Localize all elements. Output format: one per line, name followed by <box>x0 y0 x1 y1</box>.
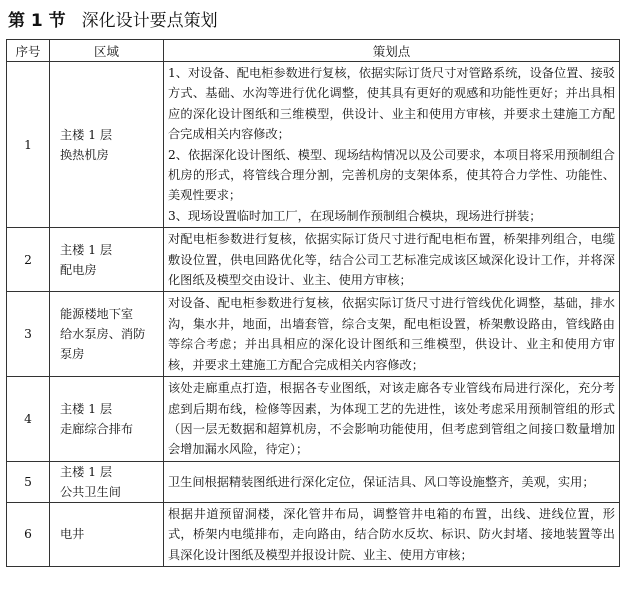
plan-paragraph: 卫生间根据精装图纸进行深化定位，保证洁具、风口等设施整齐，美观，实用； <box>168 474 595 489</box>
section-number: 第 1 节 <box>8 10 66 31</box>
row-plan <box>164 502 620 566</box>
area-line: 主楼 1 层 <box>60 464 113 479</box>
row-number: 6 <box>7 502 50 566</box>
plan-paragraph: 2、依据深化设计图纸、模型、现场结构情况以及公司要求，本项目将采用预制组合机房的形式，将管线合理分割，完善机房的支架体系，使其符合力学性、功能性、美观性要求； <box>168 147 615 203</box>
header-no: 序号 <box>7 40 50 62</box>
table-row <box>7 461 620 502</box>
row-plan <box>164 461 620 502</box>
section-heading <box>8 4 218 32</box>
planning-table <box>6 39 620 567</box>
header-plan: 策划点 <box>164 40 620 62</box>
plan-paragraph: 对设备、配电柜参数进行复核，依据实际订货尺寸进行管线优化调整，基础，排水沟，集水井，地面，出墙套管，综合支架，配电柜设置，桥架敷设路由，管线路由等综合考虑；并出具相应的深化设计图纸和三维模型，供设计、业主和使用方审核，并要求土建施工方配合完成相关内容修改； <box>168 296 615 372</box>
row-area <box>50 228 164 292</box>
row-plan <box>164 377 620 462</box>
table-row <box>7 292 620 377</box>
row-number: 1 <box>7 62 50 228</box>
area-line: 给水泵房、消防 <box>60 327 146 342</box>
row-number: 4 <box>7 377 50 462</box>
plan-paragraph: 该处走廊重点打造，根据各专业图纸，对该走廊各专业管线布局进行深化，充分考虑到后期布线，检修等因素，为体现工艺的先进性，该处考虑采用预制管组的形式（因一层无数据和超算机房，不会影响功能使用，但考虑到管组之间接口数量增加会增加漏水风险，待定）； <box>168 381 615 457</box>
area-line: 配电房 <box>60 262 97 277</box>
row-number: 2 <box>7 228 50 292</box>
area-line: 公共卫生间 <box>60 484 121 499</box>
row-plan <box>164 292 620 377</box>
plan-paragraph: 3、现场设置临时加工厂，在现场制作预制组合模块，现场进行拼装； <box>168 208 542 223</box>
row-number: 3 <box>7 292 50 377</box>
area-line: 换热机房 <box>60 147 109 162</box>
area-line: 泵房 <box>60 347 85 362</box>
table-row <box>7 502 620 566</box>
table-header-row <box>7 40 620 62</box>
row-plan <box>164 228 620 292</box>
table-row <box>7 62 620 228</box>
row-area <box>50 62 164 228</box>
row-area <box>50 292 164 377</box>
plan-paragraph: 对配电柜参数进行复核，依据实际订货尺寸进行配电柜布置，桥架排列组合，电缆敷设位置，供电回路优化等，结合公司工艺标准完成该区域深化设计工作，并将深化图纸及模型交由设计、业主、使用方审核； <box>168 232 615 288</box>
area-line: 主楼 1 层 <box>60 401 113 416</box>
row-number: 5 <box>7 461 50 502</box>
area-line: 主楼 1 层 <box>60 242 113 257</box>
row-plan <box>164 62 620 228</box>
section-title: 深化设计要点策划 <box>81 10 218 31</box>
area-line: 能源楼地下室 <box>60 307 134 322</box>
area-line: 走廊综合排布 <box>60 421 134 436</box>
area-line: 主楼 1 层 <box>60 127 113 142</box>
table-row <box>7 377 620 462</box>
plan-paragraph: 根据井道预留洞楼，深化管井布局，调整管井电箱的布置，出线、进线位置，形式，桥架内电缆排布，走向路由，结合防水反坎、标识、防火封堵、接地装置等出具深化设计图纸及模型并报设计院、业主、使用方审核； <box>168 506 615 562</box>
area-line: 电井 <box>60 527 85 542</box>
plan-paragraph: 1、对设备、配电柜参数进行复核，依据实际订货尺寸对管路系统，设备位置、接驳方式、基础、水沟等进行优化调整，使其具有更好的观感和功能性更好；并出具相应的深化设计图纸和三维模型，供设计、业主和使用方审核，并要求土建施工方配合完成相关内容修改； <box>168 66 615 142</box>
table-row <box>7 228 620 292</box>
row-area <box>50 502 164 566</box>
header-area: 区域 <box>50 40 164 62</box>
row-area <box>50 377 164 462</box>
row-area <box>50 461 164 502</box>
